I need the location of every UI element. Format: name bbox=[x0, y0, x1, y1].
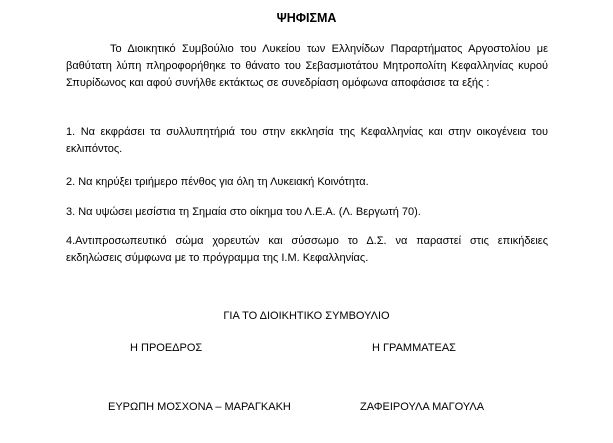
secretary-title: Η ΓΡΑΜΜΑΤΕΑΣ bbox=[372, 342, 456, 354]
document-title: ΨΗΦΙΣΜΑ bbox=[276, 11, 337, 25]
intro-paragraph: Το Διοικητικό Συμβούλιο του Λυκείου των Ελληνίδων Παραρτήματος Αργοστολίου με βαθύτατη λύπη πληροφορήθηκε το θάνατο του Σεβασμιοτάτου Μητροπολίτη Κεφαλληνίας κυρού Σπυρίδωνος και αφού συνήλθε εκτάκτως σε συνεδρίαση ομόφωνα αποφάσισε τα εξής : bbox=[66, 43, 548, 89]
president-name: ΕΥΡΩΠΗ ΜΟΣΧΟΝΑ – ΜΑΡΑΓΚΑΚΗ bbox=[108, 401, 291, 413]
president-title: Η ΠΡΟΕΔΡΟΣ bbox=[130, 342, 203, 354]
resolution-item-1: 1. Να εκφράσει τα συλλυπητήριά του στην εκκλησία της Κεφαλληνίας και στην οικογένεια του εκλιπόντος. bbox=[66, 126, 548, 155]
resolution-item-2: 2. Να κηρύξει τριήμερο πένθος για όλη τη Λυκειακή Κοινότητα. bbox=[66, 176, 369, 188]
secretary-name: ΖΑΦΕΙΡΟΥΛΑ ΜΑΓΟΥΛΑ bbox=[360, 401, 485, 413]
for-board-heading: ΓΙΑ ΤΟ ΔΙΟΙΚΗΤΙΚΟ ΣΥΜΒΟΥΛΙΟ bbox=[223, 310, 390, 322]
resolution-item-3: 3. Να υψώσει μεσίστια τη Σημαία στο οίκημα του Λ.Ε.Α. (Λ. Βεργωτή 70). bbox=[66, 206, 421, 218]
resolution-item-4: 4.Αντιπροσωπευτικό σώμα χορευτών και σύσσωμο το Δ.Σ. να παραστεί στις επικήδειες εκδηλώσεις σύμφωνα με το πρόγραμμα της Ι.Μ. Κεφαλληνίας. bbox=[66, 235, 548, 264]
